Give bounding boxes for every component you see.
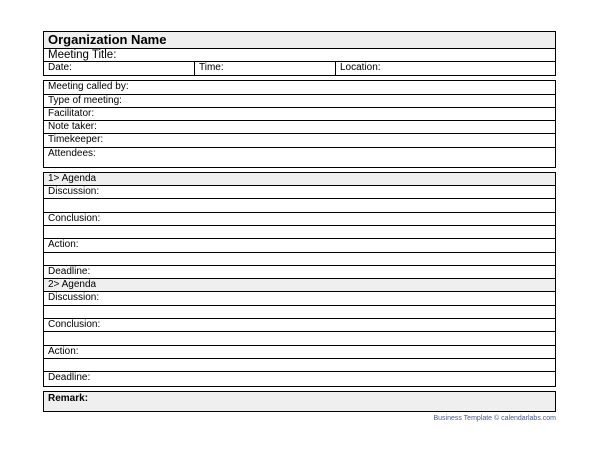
agenda-2-deadline-field[interactable]: Deadline: (48, 372, 91, 384)
agenda-2-discussion-line[interactable] (44, 306, 555, 319)
agenda-block (43, 172, 556, 387)
agenda-1-deadline-field[interactable]: Deadline: (44, 266, 555, 279)
agenda-1-heading: 1> Agenda (44, 173, 555, 186)
agenda-1-conclusion-line[interactable] (44, 226, 555, 239)
agenda-2-heading: 2> Agenda (44, 279, 555, 292)
organization-name: Organization Name (44, 32, 555, 49)
agenda-1-action-label: Action: (44, 239, 555, 252)
agenda-2-discussion-label: Discussion: (44, 292, 555, 305)
agenda-1-conclusion-label: Conclusion: (44, 213, 555, 226)
timekeeper-field[interactable]: Timekeeper: (44, 134, 555, 147)
header-block (43, 31, 556, 76)
agenda-1-discussion-label: Discussion: (44, 186, 555, 199)
agenda-1-discussion-line[interactable] (44, 199, 555, 212)
note-taker-field[interactable]: Note taker: (44, 121, 555, 134)
attendees-field[interactable]: Attendees: (48, 147, 96, 159)
remark-block (43, 391, 556, 412)
location-field[interactable]: Location: (340, 62, 381, 73)
meeting-minutes-form (43, 31, 556, 412)
agenda-1-action-line[interactable] (44, 253, 555, 266)
agenda-2-conclusion-line[interactable] (44, 332, 555, 345)
date-field[interactable]: Date: (44, 62, 195, 75)
time-field[interactable]: Time: (195, 62, 336, 75)
called-by-field[interactable]: Meeting called by: (44, 81, 555, 94)
agenda-2-conclusion-label: Conclusion: (44, 319, 555, 332)
agenda-2-action-line[interactable] (44, 359, 555, 372)
details-block (43, 80, 556, 167)
agenda-2-action-label: Action: (44, 346, 555, 359)
meeting-title-field[interactable]: Meeting Title: (44, 49, 555, 62)
date-time-location-row (44, 62, 555, 75)
remark-field[interactable]: Remark: (44, 392, 555, 411)
meeting-type-field[interactable]: Type of meeting: (44, 95, 555, 108)
footer-credit: Business Template © calendarlabs.com (433, 415, 556, 422)
facilitator-field[interactable]: Facilitator: (44, 108, 555, 121)
